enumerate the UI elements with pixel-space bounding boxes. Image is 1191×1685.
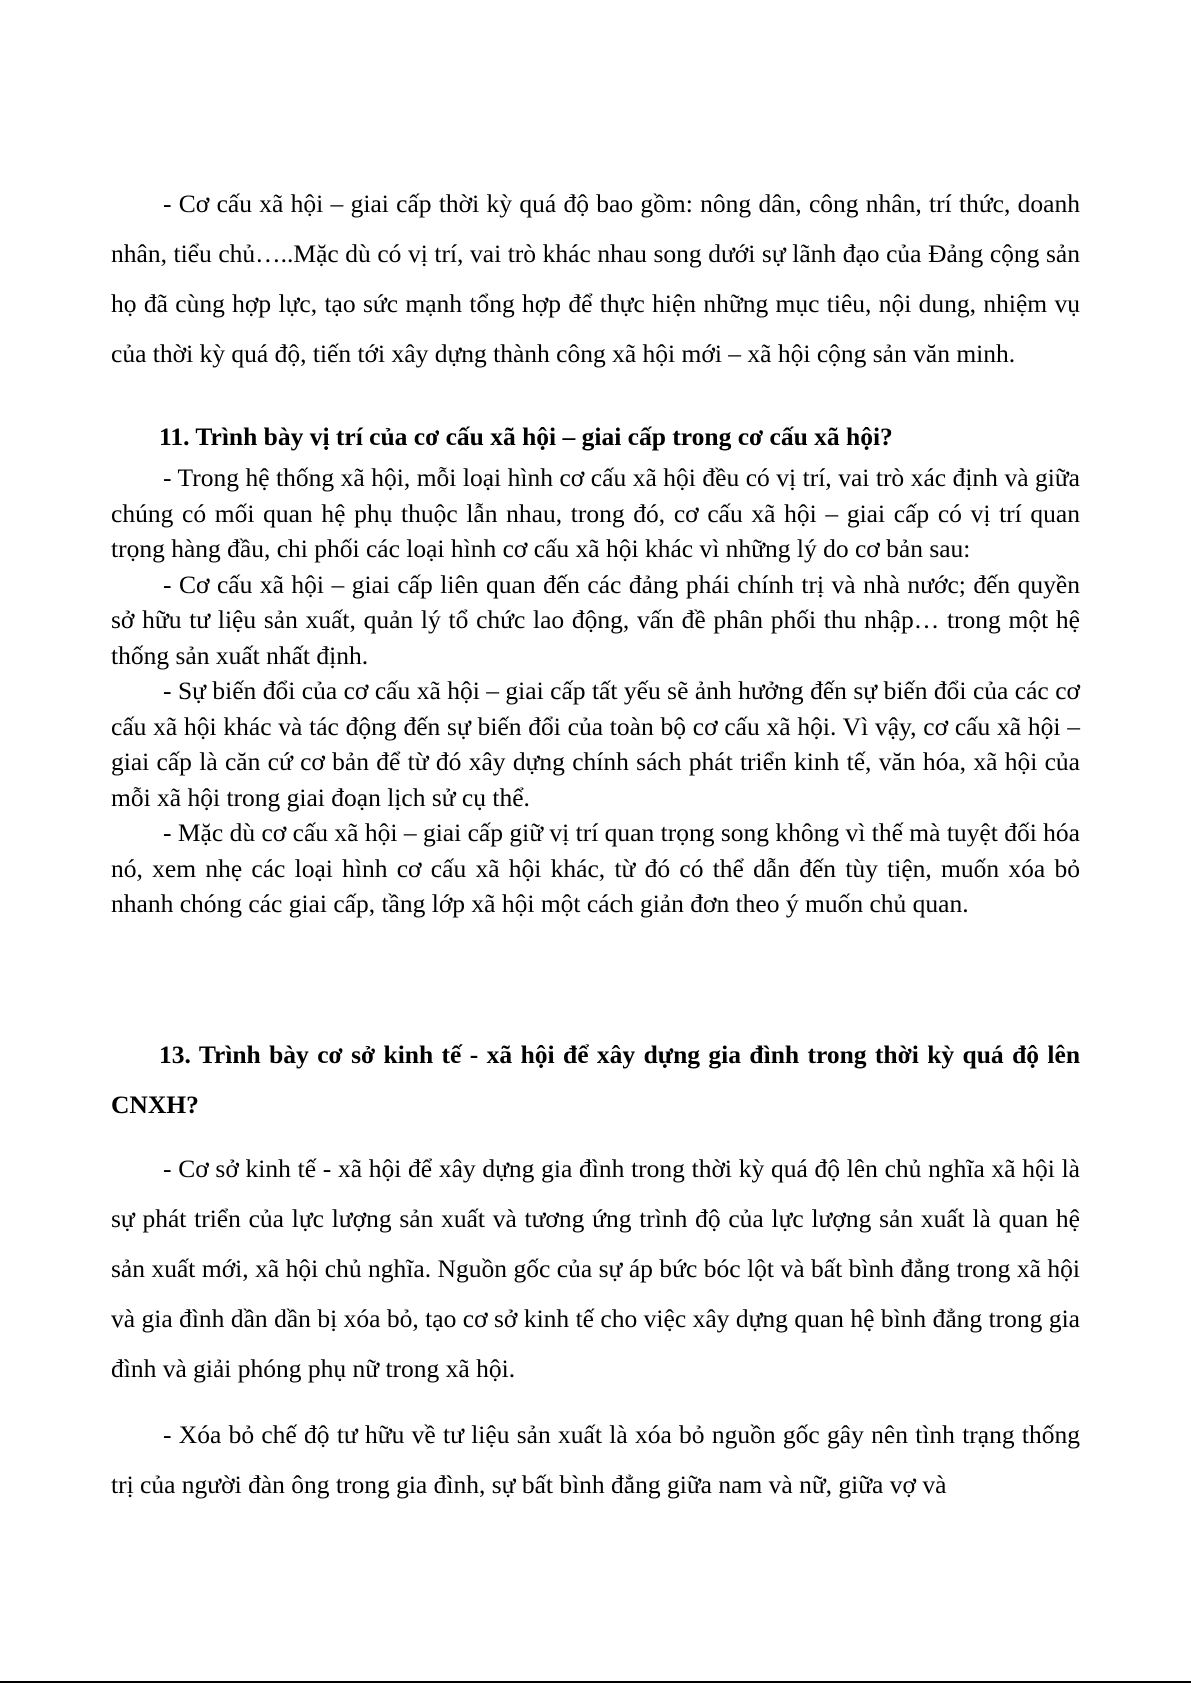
question-13-paragraph-2: - Xóa bỏ chế độ tư hữu về tư liệu sản xuất là xóa bỏ nguồn gốc gây nên tình trạng thống trị của người đàn ông trong gia đình, sự bất bình đẳng giữa nam và nữ, giữa vợ và <box>111 1420 1080 1499</box>
question-11-paragraph-4: - Mặc dù cơ cấu xã hội – giai cấp giữ vị trí quan trọng song không vì thế mà tuyệt đối hóa nó, xem nhẹ các loại hình cơ cấu xã hội khác, từ đó có thể dẫn đến tùy tiện, muốn xóa bỏ nhanh chóng các giai cấp, tầng lớp xã hội một cách giản đơn theo ý muốn chủ quan. <box>111 818 1080 918</box>
page-bottom-rule <box>0 1681 1191 1683</box>
question-13-body <box>111 1144 1080 1510</box>
question-13-paragraph-1: - Cơ sở kinh tế - xã hội để xây dựng gia đình trong thời kỳ quá độ lên chủ nghĩa xã hội là sự phát triển của lực lượng sản xuất và tương ứng trình độ của lực lượng sản xuất là quan hệ sản xuất mới, xã hội chủ nghĩa. Nguồn gốc của sự áp bức bóc lột và bất bình đẳng trong xã hội và gia đình dần dần bị xóa bỏ, tạo cơ sở kinh tế cho việc xây dựng quan hệ bình đẳng trong gia đình và giải phóng phụ nữ trong xã hội. <box>111 1154 1080 1383</box>
intro-paragraph: - Cơ cấu xã hội – giai cấp thời kỳ quá độ bao gồm: nông dân, công nhân, trí thức, doanh nhân, tiểu chủ…..Mặc dù có vị trí, vai trò khác nhau song dưới sự lãnh đạo của Đảng cộng sản họ đã cùng hợp lực, tạo sức mạnh tổng hợp để thực hiện những mục tiêu, nội dung, nhiệm vụ của thời kỳ quá độ, tiến tới xây dựng thành công xã hội mới – xã hội cộng sản văn minh. <box>111 189 1080 368</box>
question-11-section <box>111 420 1080 922</box>
intro-section <box>111 179 1080 379</box>
question-11-paragraph-2: - Cơ cấu xã hội – giai cấp liên quan đến các đảng phái chính trị và nhà nước; đến quyền sở hữu tư liệu sản xuất, quản lý tổ chức lao động, vấn đề phân phối thu nhập… trong một hệ thống sản xuất nhất định. <box>111 569 1080 670</box>
question-11-heading: 11. Trình bày vị trí của cơ cấu xã hội – giai cấp trong cơ cấu xã hội? <box>159 422 893 451</box>
question-11-paragraph-3: - Sự biến đổi của cơ cấu xã hội – giai cấp tất yếu sẽ ảnh hưởng đến sự biến đổi của các cơ cấu xã hội khác và tác động đến sự biến đổi của toàn bộ cơ cấu xã hội. Vì vậy, cơ cấu xã hội – giai cấp là căn cứ cơ bản để từ đó xây dựng chính sách phát triển kinh tế, văn hóa, xã hội của mỗi xã hội trong giai đoạn lịch sử cụ thể. <box>111 676 1080 812</box>
question-11-body <box>111 460 1080 922</box>
question-13-section <box>111 1030 1080 1510</box>
question-13-heading: 13. Trình bày cơ sở kinh tế - xã hội để xây dựng gia đình trong thời kỳ quá độ lên CNXH? <box>111 1040 1080 1119</box>
question-11-paragraph-1: - Trong hệ thống xã hội, mỗi loại hình cơ cấu xã hội đều có vị trí, vai trò xác định và giữa chúng có mối quan hệ phụ thuộc lẫn nhau, trong đó, cơ cấu xã hội – giai cấp có vị trí quan trọng hàng đầu, chi phối các loại hình cơ cấu xã hội khác vì những lý do cơ bản sau: <box>111 463 1080 563</box>
